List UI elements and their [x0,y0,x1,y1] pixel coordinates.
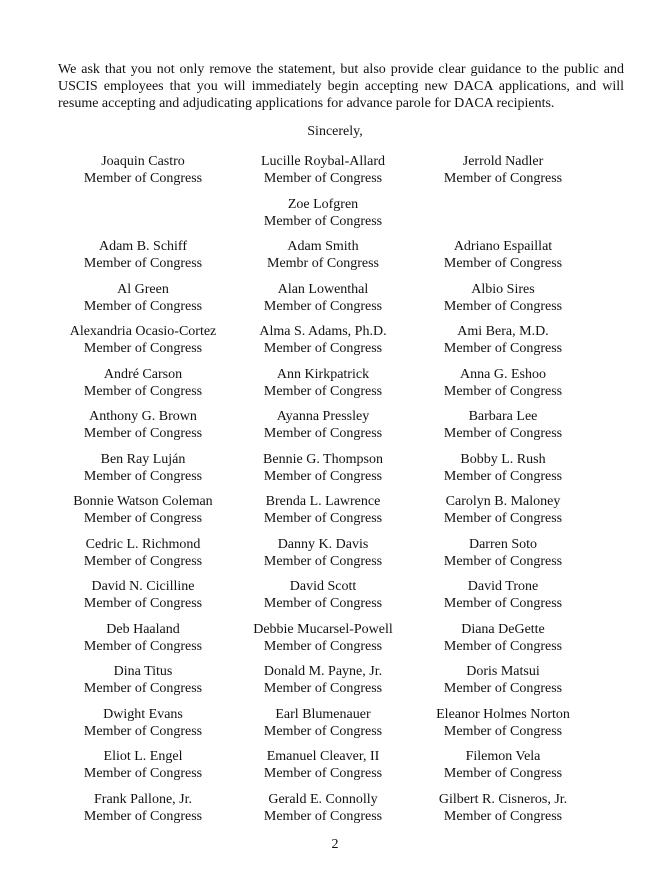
signatory-name: Filemon Vela [465,749,541,764]
signature [393,451,613,485]
signatory-title: Member of Congress [263,681,383,696]
signature-row [0,366,670,409]
signatory-name: Barbara Lee [468,409,538,424]
signatory-name: Adriano Espaillat [453,239,553,254]
signatory-title: Member of Congress [83,681,203,696]
signatory-title: Member of Congress [263,426,383,441]
signatory-title: Member of Congress [443,256,563,271]
signatory-name: Deb Haaland [106,621,180,637]
signatory-title: Member of Congress [443,553,563,569]
signatory-name: Jerrold Nadler [462,154,544,169]
signatory-name: Bonnie Watson Coleman [73,494,213,509]
letter-paragraph: We ask that you not only remove the statement, but also provide clear guidance to the public and USCIS employees that you will immediately begin accepting new DACA applications, and will resume accepting and adjudicating applications for advance parole for DACA recipients. [58,62,624,111]
signature-row [0,238,670,281]
signature-row [0,536,670,579]
signature [393,323,613,357]
signatory-title: Member of Congress [443,681,563,696]
signatory-title: Member of Congress [83,341,203,356]
signature-row [0,706,670,749]
signatory-name: Donald M. Payne, Jr. [263,664,383,679]
signatory-title: Member of Congress [83,511,203,526]
signatory-title: Member of Congress [263,808,383,824]
signatory-name: Joaquin Castro [101,154,185,169]
signatory-title: Member of Congress [263,213,383,229]
signatory-name: André Carson [103,366,183,382]
signature-row [0,281,670,324]
signature [393,706,613,740]
signatory-name: Anna G. Eshoo [460,366,546,382]
signature [393,536,613,570]
signatory-name: Alexandria Ocasio-Cortez [69,324,217,339]
signatory-title: Member of Congress [83,766,203,781]
signature-row [0,748,670,791]
signatory-title: Member of Congress [83,256,203,271]
signature [393,238,613,272]
signatory-name: Cedric L. Richmond [85,536,201,552]
signatory-name: Dina Titus [113,664,173,679]
signatory-name: Eleanor Holmes Norton [436,706,570,722]
signatory-title: Member of Congress [263,596,383,611]
signature [393,748,613,782]
signature-row [0,153,670,196]
signature-row [0,451,670,494]
signatory-title: Member of Congress [83,383,203,399]
signatory-name: Adam Smith [287,239,359,254]
signatory-title: Member of Congress [263,341,383,356]
signatory-title: Member of Congress [263,638,383,654]
signatory-title: Member of Congress [83,596,203,611]
signatory-name: Alma S. Adams, Ph.D. [259,324,387,339]
signature-row [0,791,670,834]
signatory-title: Member of Congress [443,468,563,484]
signatory-title: Member of Congress [263,511,383,526]
signatory-title: Member of Congress [263,298,383,314]
signatory-title: Member of Congress [443,596,563,611]
signature [393,366,613,400]
signatory-title: Member of Congress [83,298,203,314]
closing-salutation: Sincerely, [307,124,363,139]
signatory-name: Frank Pallone, Jr. [94,791,192,807]
signatory-title: Member of Congress [443,383,563,399]
signatory-title: Membr of Congress [267,256,379,271]
signatory-name: Bobby L. Rush [460,451,546,467]
signatory-name: Albio Sires [471,281,535,297]
signature [393,663,613,697]
signature [393,153,613,187]
signatory-name: Darren Soto [468,536,538,552]
signatory-name: Ben Ray Luján [100,451,186,467]
signatory-title: Member of Congress [443,638,563,654]
signatory-title: Member of Congress [443,426,563,441]
signatory-title: Member of Congress [263,468,383,484]
signatory-name: Bennie G. Thompson [263,451,383,467]
signatory-name: Ayanna Pressley [276,409,370,424]
signatory-name: Adam B. Schiff [98,239,187,254]
signatory-title: Member of Congress [443,298,563,314]
signatory-title: Member of Congress [443,723,563,739]
signature [393,578,613,612]
signatory-title: Member of Congress [443,808,563,824]
signatory-title: Member of Congress [443,511,563,526]
signature [393,791,613,825]
signatory-name: Gerald E. Connolly [268,791,378,807]
signature-row [0,408,670,451]
signatory-name: David Scott [289,579,357,594]
signatory-title: Member of Congress [443,341,563,356]
signature [393,281,613,315]
page-number: 2 [331,837,339,852]
signatory-name: David Trone [467,579,539,594]
signatory-name: Gilbert R. Cisneros, Jr. [438,791,568,807]
signatory-title: Member of Congress [263,766,383,781]
signatory-name: Emanuel Cleaver, II [266,749,380,764]
signatory-title: Member of Congress [263,171,383,186]
signatory-name: Brenda L. Lawrence [265,494,381,509]
signatory-name: Dwight Evans [103,706,183,722]
signature-row [0,663,670,706]
signature-row [0,196,670,239]
signatory-title: Member of Congress [83,468,203,484]
signatory-name: Danny K. Davis [277,536,369,552]
signature [213,196,433,230]
signatory-name: Diana DeGette [461,621,545,637]
signatory-name: Alan Lowenthal [277,281,369,297]
signature-block [0,153,670,833]
signatory-title: Member of Congress [83,808,203,824]
signature-row [0,621,670,664]
signatory-name: David N. Cicilline [91,579,195,594]
signature [393,621,613,655]
signatory-title: Member of Congress [83,171,203,186]
signatory-name: Al Green [117,281,169,297]
signatory-title: Member of Congress [263,723,383,739]
signatory-name: Earl Blumenauer [275,706,371,722]
signatory-name: Carolyn B. Maloney [445,494,561,509]
signatory-name: Lucille Roybal-Allard [260,154,386,169]
signatory-title: Member of Congress [443,766,563,781]
signature [393,408,613,442]
signatory-name: Zoe Lofgren [287,196,359,212]
signatory-name: Ann Kirkpatrick [276,366,370,382]
signature-row [0,493,670,536]
signature [393,493,613,527]
signatory-title: Member of Congress [83,638,203,654]
signatory-title: Member of Congress [83,553,203,569]
signature-row [0,323,670,366]
signatory-name: Debbie Mucarsel-Powell [253,621,393,637]
signatory-title: Member of Congress [83,723,203,739]
signatory-title: Member of Congress [263,553,383,569]
signatory-title: Member of Congress [263,383,383,399]
signatory-name: Ami Bera, M.D. [457,324,549,339]
signatory-name: Doris Matsui [466,664,540,679]
signatory-title: Member of Congress [443,171,563,186]
signatory-title: Member of Congress [83,426,203,441]
signature-row [0,578,670,621]
signatory-name: Anthony G. Brown [89,409,197,424]
signatory-name: Eliot L. Engel [103,749,183,764]
